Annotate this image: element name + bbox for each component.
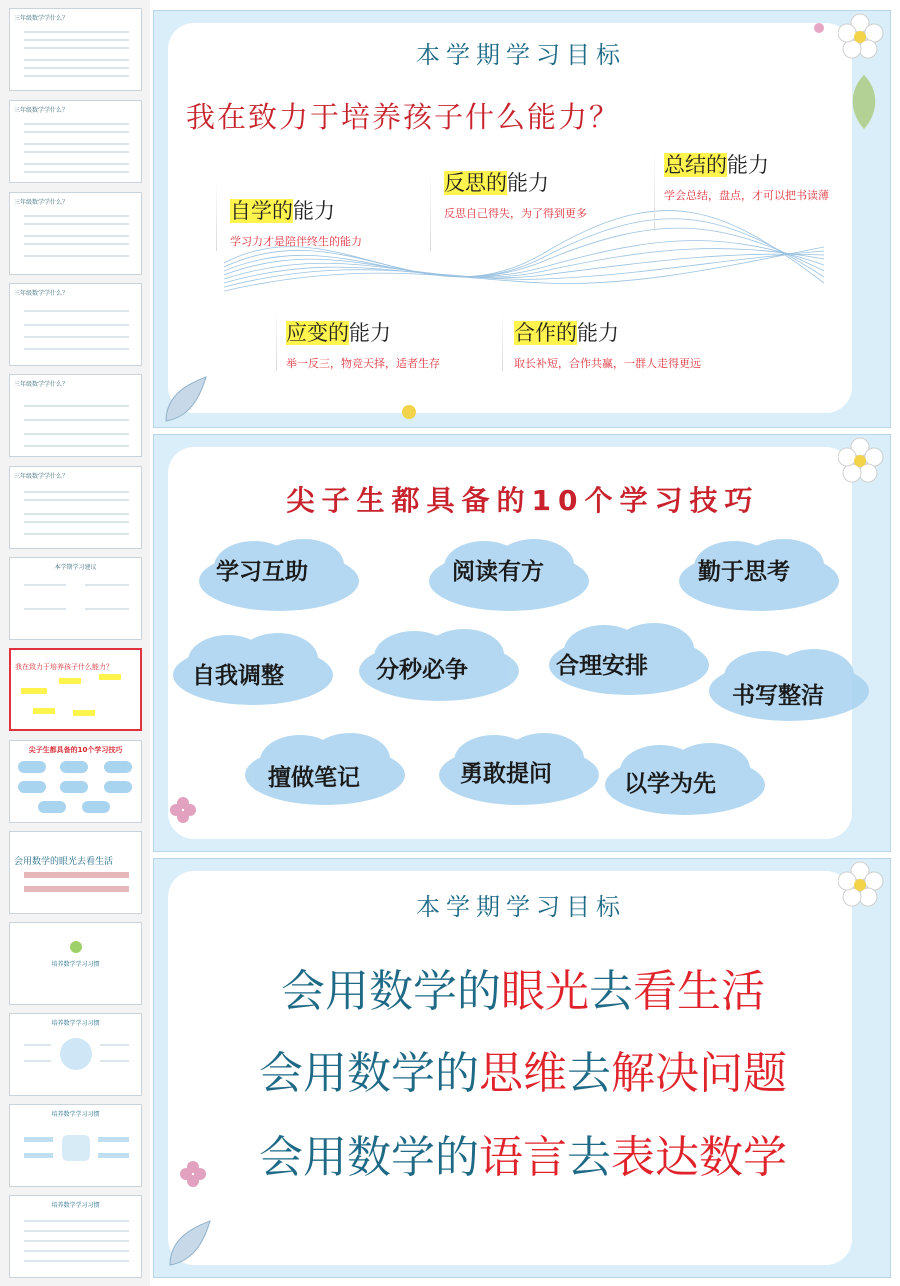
goal-keyword: 表达数学: [611, 1132, 787, 1183]
skill-label: 书写整洁: [732, 683, 824, 709]
leaf-decoration-icon: [160, 1215, 220, 1273]
slide-thumbnail-13[interactable]: [9, 1104, 142, 1187]
thumbnail-title: 培养数学学习习惯: [51, 1111, 100, 1118]
thumbnail-title: 三年级数学学什么？: [14, 199, 69, 206]
skill-label: 以学为先: [624, 771, 716, 797]
ability-reflection: [444, 167, 587, 221]
goal-line-2: [154, 1037, 891, 1101]
slide-thumbnail-3[interactable]: [9, 192, 142, 275]
thumbnail-title: 培养数学学习习惯: [51, 961, 100, 968]
slide-thumbnail-6[interactable]: [9, 466, 142, 549]
ability-suffix: 能力: [577, 321, 619, 345]
thumbnail-title: 尖子生都具备的10个学习技巧: [28, 746, 123, 754]
skill-label: 勤于思考: [698, 559, 790, 585]
thumbnail-title: 我在致力于培养孩子什么能力？: [15, 663, 113, 671]
skill-label: 阅读有方: [452, 559, 544, 585]
ability-description: 举一反三，物竞天择，适者生存: [286, 357, 440, 370]
ability-description: 学习力才是陪伴终生的能力: [230, 235, 362, 248]
slide-header: 本学期学习目标: [416, 893, 626, 921]
skills-title: [154, 479, 891, 519]
ability-adaptability: [286, 317, 440, 371]
slide-thumbnail-5[interactable]: [9, 374, 142, 457]
pink-berry-icon: [814, 23, 824, 33]
ability-suffix: 能力: [507, 171, 549, 195]
yellow-flower-icon: [402, 405, 416, 419]
goal-keyword: 语言: [479, 1132, 567, 1183]
thumbnail-title: 三年级数学学什么？: [14, 473, 69, 480]
ability-highlight: 合作的: [514, 321, 577, 345]
white-flower-icon: [838, 11, 891, 71]
thumbnail-title: 培养数学学习习惯: [51, 1202, 100, 1209]
ability-description: 反思自己得失，为了得到更多: [444, 207, 587, 220]
ability-self-learning: [230, 195, 362, 249]
skills-title-prefix: 尖子生都具备的: [286, 484, 532, 517]
slide-thumbnail-2[interactable]: [9, 100, 142, 183]
pink-flower-icon: [178, 1159, 208, 1189]
goal-text: 会用数学的: [281, 966, 501, 1017]
skills-title-suffix: 个学习技巧: [584, 484, 760, 517]
slide-thumbnail-9[interactable]: [9, 740, 142, 823]
ability-highlight: 总结的: [664, 153, 727, 177]
ability-summarizing: [664, 149, 829, 203]
goal-text: 去: [567, 1048, 611, 1099]
slide-thumbnail-4[interactable]: [9, 283, 142, 366]
goal-text: 去: [589, 966, 633, 1017]
slide-thumbnail-10[interactable]: [9, 831, 142, 914]
thumbnail-title: 三年级数学学什么？: [14, 15, 69, 22]
thumbnail-title: 三年级数学学什么？: [14, 107, 69, 114]
white-flower-icon: [838, 859, 891, 919]
slide-thumbnail-14[interactable]: [9, 1195, 142, 1278]
ability-suffix: 能力: [293, 199, 335, 223]
thumbnail-title: 三年级数学学什么？: [14, 381, 69, 388]
goal-keyword: 解决问题: [611, 1048, 787, 1099]
ability-description: 取长补短，合作共赢，一群人走得更远: [514, 357, 701, 370]
skill-label: 擅做笔记: [268, 765, 360, 791]
leaf-decoration-icon: [156, 371, 216, 428]
slide-thumbnail-panel: [0, 0, 150, 1286]
question-title: 我在致力于培养孩子什么能力？: [186, 100, 621, 134]
skill-label: 学习互助: [216, 559, 308, 585]
green-leaves-icon: [844, 71, 884, 131]
ability-highlight: 反思的: [444, 171, 507, 195]
goal-text: 会用数学的: [259, 1132, 479, 1183]
thumbnail-title: 三年级数学学什么？: [14, 290, 69, 297]
slide-thumbnail-8[interactable]: [9, 648, 142, 731]
ability-suffix: 能力: [727, 153, 769, 177]
goal-text: 会用数学的: [259, 1048, 479, 1099]
goal-keyword: 思维: [479, 1048, 567, 1099]
skill-label: 合理安排: [556, 653, 648, 679]
slide-thumbnail-11[interactable]: [9, 922, 142, 1005]
pink-flower-icon: [168, 795, 198, 825]
skill-label: 自我调整: [192, 663, 284, 689]
skill-label: 分秒必争: [376, 657, 468, 683]
thumbnail-title: 本学期学习建议: [54, 564, 97, 571]
slide-abilities: [153, 10, 891, 428]
slide-thumbnail-1[interactable]: [9, 8, 142, 91]
ability-cooperation: [514, 317, 701, 371]
goal-text: 去: [567, 1132, 611, 1183]
slide-thumbnail-12[interactable]: [9, 1013, 142, 1096]
ability-highlight: 自学的: [230, 199, 293, 223]
thumbnail-title: 会用数学的眼光去看生活: [14, 857, 114, 867]
goal-line-3: [154, 1121, 891, 1185]
slide-header: 本学期学习目标: [416, 41, 626, 69]
goal-keyword: 看生活: [633, 966, 765, 1017]
ability-description: 学会总结，盘点，才可以把书读薄: [664, 189, 829, 202]
thumbnail-title: 培养数学学习习惯: [51, 1020, 100, 1027]
skill-label: 勇敢提问: [460, 761, 552, 787]
slide-semester-goals: [153, 858, 891, 1278]
goal-line-1: [154, 955, 891, 1019]
ability-suffix: 能力: [349, 321, 391, 345]
slide-study-skills: [153, 434, 891, 852]
skills-title-number: 10: [531, 484, 585, 517]
slide-thumbnail-7[interactable]: [9, 557, 142, 640]
white-flower-icon: [838, 435, 891, 495]
goal-keyword: 眼光: [501, 966, 589, 1017]
ability-highlight: 应变的: [286, 321, 349, 345]
